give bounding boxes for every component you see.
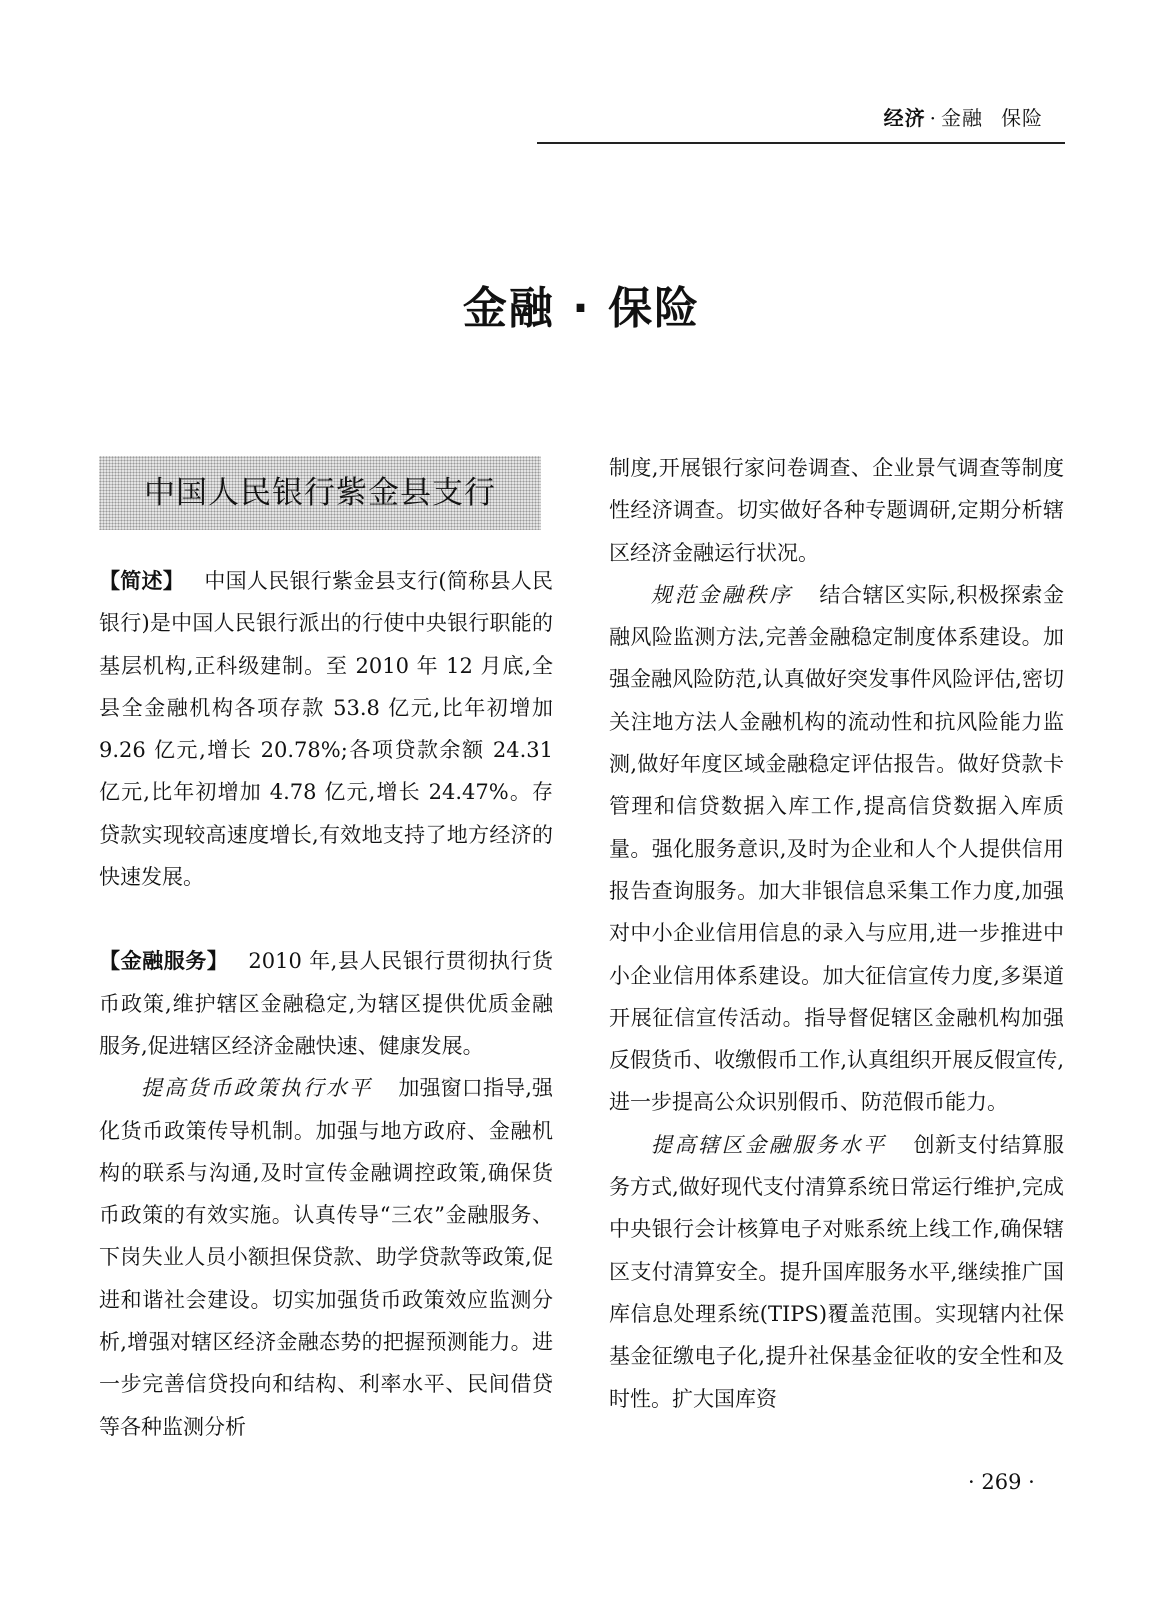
services-intro-text: 2010 年,县人民银行贯彻执行货币政策,维护辖区金融稳定,为辖区提供优质金融服务,促进辖区经济金融快速、健康发展。	[99, 949, 554, 1058]
services-label: 【金融服务】	[99, 949, 229, 974]
page-number: · 269 ·	[968, 1470, 1035, 1494]
overview-label: 【简述】	[99, 569, 185, 593]
header-rule	[537, 142, 1065, 144]
monetary-policy-text: 加强窗口指导,强化货币政策传导机制。加强与地方政府、金融机构的联系与沟通,及时宣传金融调控政策,确保货币政策的有效实施。认真传导“三农”金融服务、下岗失业人员小额担保贷款、助学贷款等政策,促进和谐社会建设。切实加强货币政策效应监测分析,增强对辖区经济金融态势的把握预测能力。进一步完善信贷投向和结构、利率水平、民间借贷等各种监测分析	[99, 1076, 553, 1439]
running-header-category: 经济	[883, 106, 926, 130]
running-header-separator: ·	[929, 106, 937, 130]
section-title: 中国人民银行紫金县支行	[144, 474, 496, 511]
running-header-sub1: 金融	[941, 106, 983, 130]
paragraph-gap	[99, 898, 553, 940]
financial-order-text: 结合辖区实际,积极探索金融风险监测方法,完善金融稳定制度体系建设。加强金融风险防范,认真做好突发事件风险评估,密切关注地方法人金融机构的流动性和抗风险能力监测,做好年度区域金融稳定评估报告。做好贷款卡管理和信贷数据入库工作,提高信贷数据入库质量。强化服务意识,及时为企业和人个人提供信用报告查询服务。加大非银信息采集工作力度,加强对中小企业信用信息的录入与应用,进一步推进中小企业信用体系建设。加大征信宣传力度,多渠道开展征信宣传活动。指导督促辖区金融机构加强反假货币、收缴假币工作,认真组织开展反假宣传,进一步提高公众识别假币、防范假币能力。	[609, 582, 1064, 1115]
monetary-policy-paragraph	[99, 1067, 553, 1448]
monetary-policy-continued: 制度,开展银行家问卷调查、企业景气调查等制度性经济调查。切实做好各种专题调研,定期分析辖区经济金融运行状况。	[609, 456, 1064, 565]
overview-paragraph	[99, 560, 553, 898]
page-title: 金融 · 保险	[462, 283, 701, 334]
service-level-subhead: 提高辖区金融服务水平	[651, 1132, 887, 1157]
services-intro-paragraph	[99, 940, 553, 1067]
financial-order-paragraph	[609, 574, 1064, 1124]
running-header-sub2: 保险	[1001, 106, 1043, 130]
service-level-paragraph	[609, 1124, 1064, 1420]
running-header	[884, 102, 1043, 131]
left-column	[99, 448, 553, 1448]
service-level-text: 创新支付结算服务方式,做好现代支付清算系统日常运行维护,完成中央银行会计核算电子对账系统上线工作,确保辖区支付清算安全。提升国库服务水平,继续推广国库信息处理系统(TIPS)覆盖范围。实现辖内社保基金征缴电子化,提升社保基金征收的安全性和及时性。扩大国库资	[609, 1132, 1065, 1411]
financial-order-subhead: 规范金融秩序	[651, 582, 793, 607]
right-column	[609, 447, 1064, 1420]
overview-text: 中国人民银行紫金县支行(简称县人民银行)是中国人民银行派出的行使中央银行职能的基层机构,正科级建制。至 2010 年 12 月底,全县全金融机构各项存款 53.8 亿元,比年初增加 9.26 亿元,增长 20.78%;各项贷款余额 24.31 亿元,比年初增加 4.78 亿元,增长 24.47%。存贷款实现较高速度增长,有效地支持了地方经济的快速发展。	[99, 569, 553, 890]
section-title-box	[99, 456, 541, 530]
monetary-policy-subhead: 提高货币政策执行水平	[141, 1076, 373, 1101]
